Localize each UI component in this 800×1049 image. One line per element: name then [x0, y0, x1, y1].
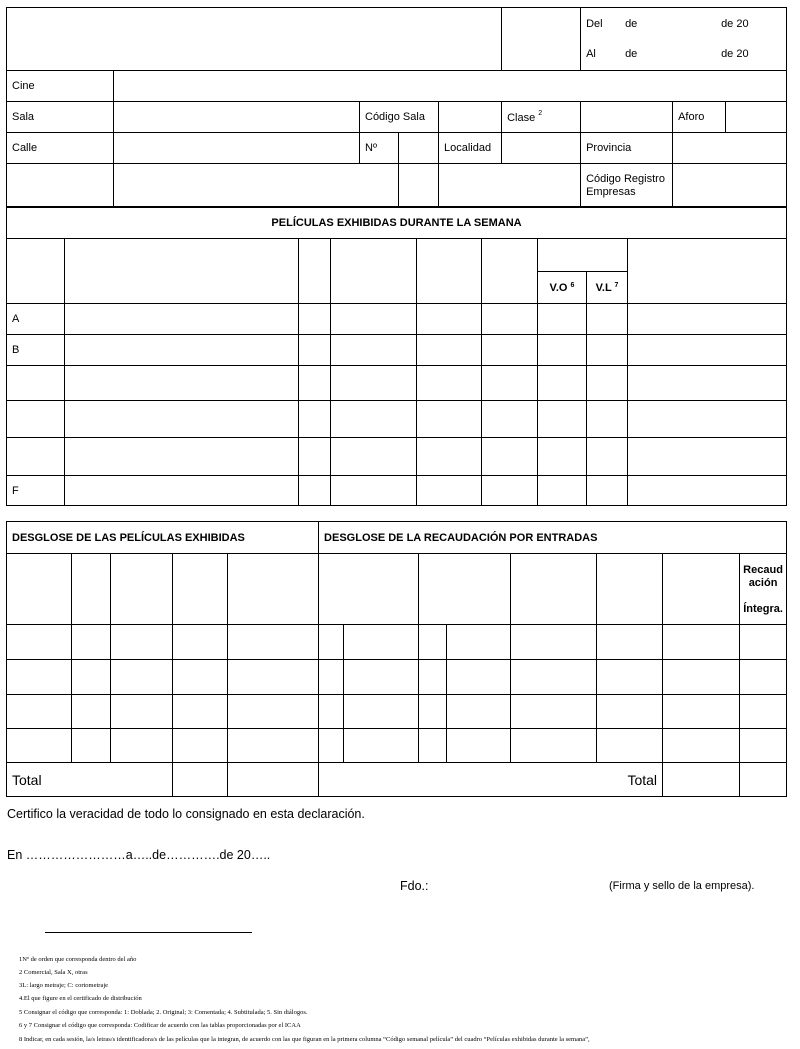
films-header-col2: [65, 239, 299, 304]
footnote-6-7: 6 y 7 Consignar el código que corresponda: Codificar de acuerdo con las tablas proporcionadas por el ICAA: [19, 1022, 301, 1029]
recaudacion-integra-header: Recaud ación Íntegra.: [740, 554, 787, 625]
film-row[interactable]: [7, 476, 787, 506]
period-al-label: Al: [586, 48, 596, 60]
footnote-separator: [45, 932, 252, 933]
period-al-de-label: de: [625, 48, 638, 60]
aforo-label: Aforo: [673, 102, 726, 133]
numero-label: Nº: [360, 133, 399, 164]
breakdown-table: [6, 521, 787, 797]
version-header: [538, 239, 628, 272]
codigo-registro-field[interactable]: [673, 164, 787, 208]
numero-field[interactable]: [399, 133, 439, 164]
cine-label: Cine: [7, 71, 114, 102]
clase-label: Clase $^2$: [502, 102, 581, 133]
sala-label: Sala: [7, 102, 114, 133]
footnote-8: 8 Indicar, en cada sesión, la/s letras/s identificadora/s de las películas que la integran, de acuerdo con las que figuran en la primera columna “Código semanal película” del cuadro “Películas exhibidas durante la semana”,: [19, 1036, 590, 1043]
period-del-label: Del: [586, 18, 603, 30]
clase-footnote-ref: 2: [538, 110, 543, 117]
provincia-label: Provincia: [581, 133, 673, 164]
footnote-1: 1Nº de orden que corresponda dentro del año: [19, 956, 137, 963]
extra-field-1[interactable]: [7, 164, 114, 208]
footnote-5: 5 Consignar el código que corresponda: 1: Doblada; 2. Original; 3: Comentada; 4. Subtitulada; 5. Sin diálogos.: [19, 1009, 308, 1016]
cinema-info-table: [6, 7, 787, 208]
total-field-2[interactable]: [228, 763, 319, 797]
films-header-col9: [628, 239, 787, 304]
breakdown-row[interactable]: [7, 729, 787, 763]
breakdown-row[interactable]: [7, 625, 787, 660]
codigo-sala-field[interactable]: [439, 102, 502, 133]
total-field-3[interactable]: [663, 763, 740, 797]
film-row-label: [7, 366, 65, 401]
cine-field[interactable]: [114, 71, 787, 102]
vo-header: V.O $^6$: [538, 272, 587, 304]
films-header-col3: [299, 239, 331, 304]
provincia-field[interactable]: [673, 133, 787, 164]
film-row[interactable]: [7, 304, 787, 335]
film-row-label: [7, 401, 65, 438]
films-header-col6: [482, 239, 538, 304]
film-row-label: F: [7, 476, 65, 506]
revenue-breakdown-title: DESGLOSE DE LA RECAUDACIÓN POR ENTRADAS: [319, 522, 787, 554]
footnote-3: 3L: largo metraje; C: cortometraje: [19, 982, 109, 989]
total-right-label: Total: [319, 763, 663, 797]
film-row[interactable]: [7, 366, 787, 401]
place-date-line: En ……………………a…..de………….de 20…..: [7, 848, 271, 862]
film-row[interactable]: [7, 438, 787, 476]
footnote-4: 4.El que figure en el certificado de distribución: [19, 995, 142, 1002]
films-breakdown-title: DESGLOSE DE LAS PELÍCULAS EXHIBIDAS: [7, 522, 319, 554]
breakdown-row[interactable]: [7, 695, 787, 729]
vl-header: V.L $^7$: [587, 272, 628, 304]
calle-field[interactable]: [114, 133, 360, 164]
extra-field-4[interactable]: [439, 164, 581, 208]
extra-field-2[interactable]: [114, 164, 399, 208]
films-table: [6, 206, 787, 506]
sala-field[interactable]: [114, 102, 360, 133]
calle-label: Calle: [7, 133, 114, 164]
breakdown-row[interactable]: [7, 660, 787, 695]
total-field-4[interactable]: [740, 763, 787, 797]
films-header-col1: [7, 239, 65, 304]
films-section-title: PELÍCULAS EXHIBIDAS DURANTE LA SEMANA: [7, 207, 787, 239]
totals-row: [7, 763, 787, 797]
period-al-year-label: de 20: [721, 48, 749, 60]
film-row[interactable]: [7, 335, 787, 366]
extra-field-3[interactable]: [399, 164, 439, 208]
films-header-col4: [331, 239, 417, 304]
company-seal-note: (Firma y sello de la empresa).: [609, 880, 755, 892]
certification-statement: Certifico la veracidad de todo lo consignado en esta declaración.: [7, 807, 365, 821]
aforo-field[interactable]: [726, 102, 787, 133]
header-blank-cell: [7, 8, 502, 71]
localidad-field[interactable]: [502, 133, 581, 164]
total-field-1[interactable]: [173, 763, 228, 797]
header-code-cell[interactable]: [502, 8, 581, 71]
films-header-col5: [417, 239, 482, 304]
film-row-label: A: [7, 304, 65, 335]
localidad-label: Localidad: [439, 133, 502, 164]
film-row-label: [7, 438, 65, 476]
film-row[interactable]: [7, 401, 787, 438]
footnote-2: 2 Comercial, Sala X, otras: [19, 969, 88, 976]
period-del-de-label: de: [625, 18, 638, 30]
film-row-label: B: [7, 335, 65, 366]
codigo-registro-label: Código Registro Empresas: [581, 164, 673, 208]
codigo-sala-label: Código Sala: [360, 102, 439, 133]
period-cell: [581, 8, 787, 71]
period-del-year-label: de 20: [721, 18, 749, 30]
total-left-label: Total: [7, 763, 173, 797]
clase-field[interactable]: [581, 102, 673, 133]
signature-label: Fdo.:: [400, 879, 429, 893]
